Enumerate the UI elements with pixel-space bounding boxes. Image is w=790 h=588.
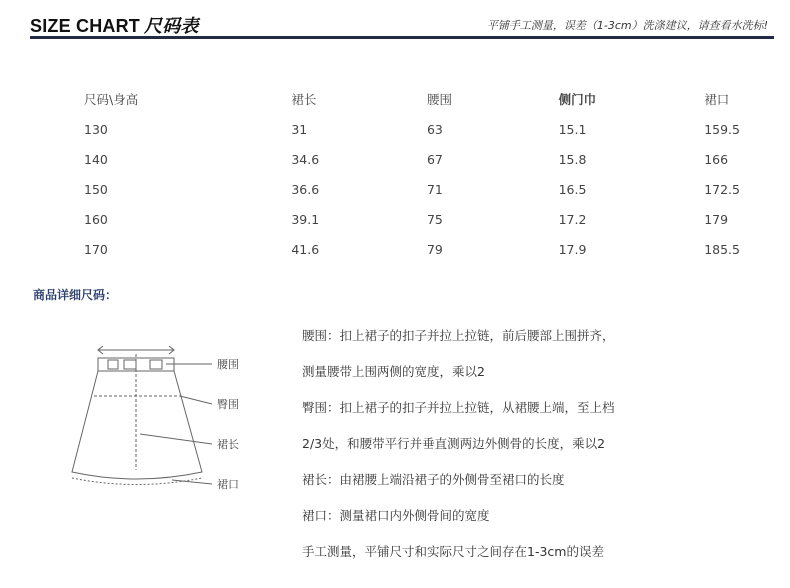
waistband-loop <box>108 360 118 369</box>
table-cell: 160 <box>84 211 108 227</box>
hip-label: 臀围 <box>217 398 239 411</box>
hem-label: 裙口 <box>217 478 239 491</box>
hip-instruction-2: 2/3处，和腰带平行并垂直测两边外侧骨的长度，乘以2 <box>302 436 606 451</box>
size-chart-title <box>30 12 199 38</box>
table-cell: 159.5 <box>704 121 740 137</box>
table-cell: 15.1 <box>558 121 587 137</box>
table-cell: 17.9 <box>558 241 587 257</box>
table-cell: 166 <box>704 151 729 167</box>
table-cell: 130 <box>84 121 108 137</box>
header-divider <box>30 36 774 39</box>
table-row <box>40 114 740 144</box>
header-size-height: 尺码\身高 <box>84 92 139 107</box>
measurement-error-note: 手工测量，平铺尺寸和实际尺寸之间存在1-3cm的误差 <box>302 544 604 559</box>
table-cell: 75 <box>426 211 443 227</box>
measurement-note: 平铺手工测量，误差（1-3cm）洗涤建议，请查看水洗标! <box>486 19 768 32</box>
table-cell: 41.6 <box>291 241 320 257</box>
length-instruction: 裙长：由裙腰上端沿裙子的外侧骨至裙口的长度 <box>302 472 565 487</box>
table-cell: 17.2 <box>558 211 587 227</box>
table-cell: 150 <box>84 181 108 197</box>
table-cell: 34.6 <box>291 151 320 167</box>
table-header-row <box>40 84 740 114</box>
table-cell: 79 <box>426 241 443 257</box>
table-cell: 140 <box>84 151 108 167</box>
detail-section-title: 商品详细尺码： <box>33 288 118 302</box>
header <box>0 0 790 42</box>
size-table <box>40 84 740 264</box>
waist-instruction-1: 腰围：扣上裙子的扣子并拉上拉链，前后腰部上围拼齐， <box>302 328 615 343</box>
table-row <box>40 204 740 234</box>
table-row <box>40 174 740 204</box>
table-cell: 15.8 <box>558 151 587 167</box>
table-cell: 63 <box>426 121 443 137</box>
table-cell: 39.1 <box>291 211 320 227</box>
length-label: 裙长 <box>217 438 239 451</box>
skirt-measurement-diagram <box>62 334 262 504</box>
brand-zh: 尺码表 <box>144 16 199 36</box>
table-cell: 31 <box>291 121 308 137</box>
table-cell: 170 <box>84 241 108 257</box>
waistband-loop <box>150 360 162 369</box>
header-hem: 裙口 <box>704 92 730 107</box>
table-row <box>40 144 740 174</box>
table-cell: 67 <box>426 151 443 167</box>
table-cell: 172.5 <box>704 181 740 197</box>
length-leader-line <box>140 434 212 444</box>
brand-en: SIZE CHART <box>30 16 140 36</box>
table-cell: 36.6 <box>291 181 320 197</box>
table-cell: 16.5 <box>558 181 587 197</box>
hip-instruction-1: 臀围：扣上裙子的扣子并拉上拉链，从裙腰上端，至上档 <box>302 400 615 415</box>
header-side-panel: 侧门巾 <box>558 92 597 107</box>
table-row <box>40 234 740 264</box>
hem-leader-line <box>172 480 212 484</box>
table-cell: 185.5 <box>704 241 740 257</box>
hip-leader-line <box>180 396 212 404</box>
header-skirt-length: 裙长 <box>291 92 317 107</box>
waist-label: 腰围 <box>217 358 239 371</box>
waist-instruction-2: 测量腰带上围两侧的宽度，乘以2 <box>302 364 485 379</box>
hem-instruction: 裙口：测量裙口内外侧骨间的宽度 <box>302 508 490 523</box>
header-waist: 腰围 <box>426 92 452 107</box>
waistband-loop <box>124 360 136 369</box>
table-cell: 179 <box>704 211 729 227</box>
table-cell: 71 <box>426 181 443 197</box>
skirt-body-outline <box>72 371 202 479</box>
